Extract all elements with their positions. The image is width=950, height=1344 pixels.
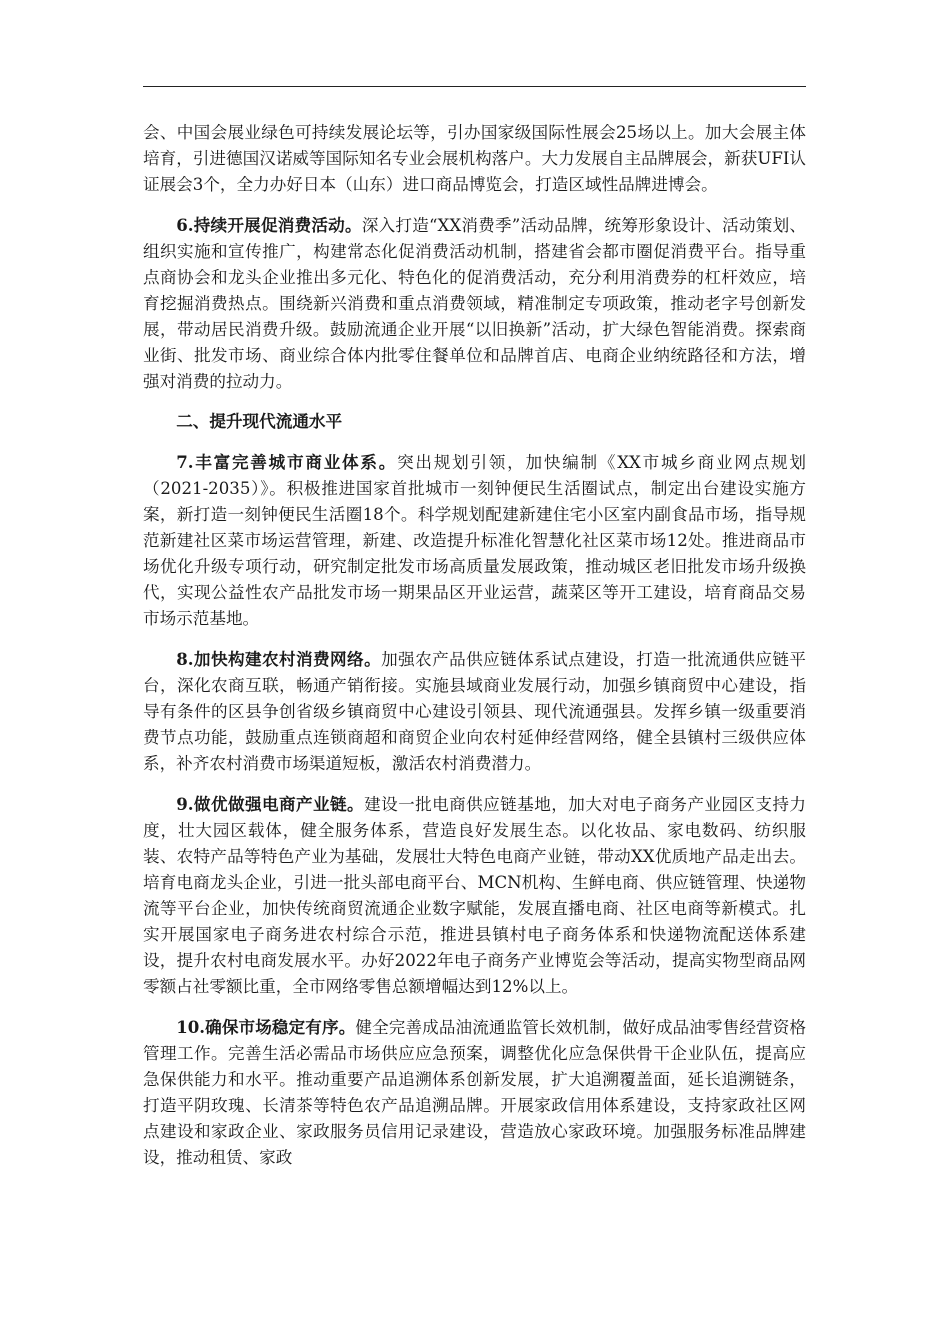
section-heading: 二、提升现代流通水平 — [176, 412, 343, 431]
paragraph-text: 建设一批电商供应链基地，加大对电子商务产业园区支持力度，壮大园区载体，健全服务体系，营造良好发展生态。以化妆品、家电数码、纺织服装、农特产品等特色产业为基础，发展壮大特色电商产业链，带动XX优质地产品走出去。培育电商龙头企业，引进一批头部电商平台、MCN机构、生鲜电商、供应链管理、快递物流等平台企业，加快传统商贸流通企业数字赋能，发展直播电商、社区电商等新模式。扎实开展国家电子商务进农村综合示范，推进县镇村电子商务体系和快递物流配送体系建设，提升农村电商发展水平。办好2022年电子商务产业博览会等活动，提高实物型商品网零额占社零额比重，全市网络零售总额增幅达到12%以上。 — [143, 795, 807, 996]
paragraph-lead: 9.做优做强电商产业链。 — [176, 794, 365, 814]
paragraph-lead: 6.持续开展促消费活动。 — [176, 215, 362, 235]
header-rule — [143, 86, 806, 87]
paragraph-6 — [143, 212, 806, 395]
paragraph-text: 突出规划引领，加快编制《XX市城乡商业网点规划（2021-2035）》。积极推进国家首批城市一刻钟便民生活圈试点，制定出台建设实施方案，新打造一刻钟便民生活圈18个。科学规划配建新建住宅小区室内副食品市场，指导规范新建社区菜市场运营管理，新建、改造提升标准化智慧化社区菜市场12处。推进商品市场优化升级专项行动，研究制定批发市场高质量发展政策，推动城区老旧批发市场升级换代，实现公益性农产品批发市场一期果品区开业运营，蔬菜区等开工建设，培育商品交易市场示范基地。 — [143, 453, 806, 628]
paragraph-9 — [143, 791, 806, 1000]
paragraph-lead: 7.丰富完善城市商业体系。 — [176, 452, 398, 472]
paragraph-lead: 8.加快构建农村消费网络。 — [176, 649, 382, 669]
paragraph-text: 深入打造“XX消费季”活动品牌，统筹形象设计、活动策划、组织实施和宣传推广，构建常态化促消费活动机制，搭建省会都市圈促消费平台。指导重点商协会和龙头企业推出多元化、特色化的促消费活动，充分利用消费券的杠杆效应，培育挖掘消费热点。围绕新兴消费和重点消费领域，精准制定专项政策，推动老字号创新发展，带动居民消费升级。鼓励流通企业开展“以旧换新”活动，扩大绿色智能消费。探索商业街、批发市场、商业综合体内批零住餐单位和品牌首店、电商企业纳统路径和方法，增强对消费的拉动力。 — [143, 216, 807, 391]
paragraph-lead: 10.确保市场稳定有序。 — [176, 1017, 356, 1037]
paragraph-text: 健全完善成品油流通监管长效机制，做好成品油零售经营资格管理工作。完善生活必需品市场供应应急预案，调整优化应急保供骨干企业队伍，提高应急保供能力和水平。推动重要产品追溯体系创新发展，扩大追溯覆盖面，延长追溯链条，打造平阴玫瑰、长清茶等特色农产品追溯品牌。开展家政信用体系建设，支持家政社区网点建设和家政企业、家政服务员信用记录建设，营造放心家政环境。加强服务标准品牌建设，推动租赁、家政 — [143, 1018, 806, 1167]
paragraph-text: 加强农产品供应链体系试点建设，打造一批流通供应链平台，深化农商互联，畅通产销衔接。实施县域商业发展行动，加强乡镇商贸中心建设，指导有条件的区县争创省级乡镇商贸中心建设引领县、现代流通强县。发挥乡镇一级重要消费节点功能，鼓励重点连锁商超和商贸企业向农村延伸经营网络，健全县镇村三级供应体系，补齐农村消费市场渠道短板，激活农村消费潜力。 — [143, 650, 806, 773]
paragraph-continuation — [143, 120, 806, 198]
paragraph-7 — [143, 449, 806, 632]
paragraph-10 — [143, 1014, 806, 1171]
document-body — [143, 120, 806, 1185]
paragraph-8 — [143, 646, 806, 777]
paragraph-text: 会、中国会展业绿色可持续发展论坛等，引办国家级国际性展会25场以上。加大会展主体培育，引进德国汉诺威等国际知名专业会展机构落户。大力发展自主品牌展会，新获UFI认证展会3个，全力办好日本（山东）进口商品博览会，打造区域性品牌进博会。 — [143, 123, 806, 194]
